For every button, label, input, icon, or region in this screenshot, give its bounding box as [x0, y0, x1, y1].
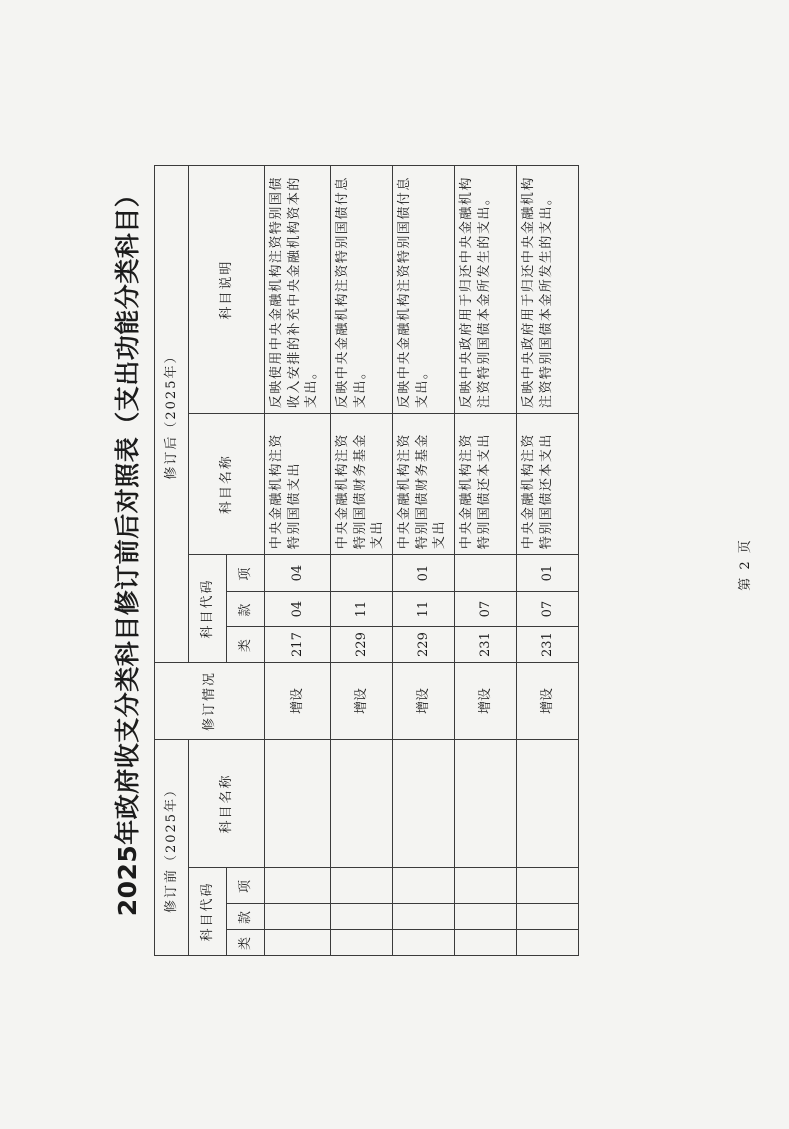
- before-lei: [455, 929, 517, 955]
- header-before-lei: 类: [227, 929, 265, 955]
- before-lei: [517, 929, 579, 955]
- code-kuan: 04: [265, 592, 331, 627]
- status-cell: 增设: [517, 662, 579, 739]
- table-row: [393, 166, 455, 956]
- before-name: [331, 739, 393, 867]
- page-title: 2025年政府收支分类科目修订前后对照表（支出功能分类科目）: [113, 181, 142, 917]
- table-row: [331, 166, 393, 956]
- header-before: 修订前（2025年）: [155, 739, 189, 955]
- before-kuan: [517, 903, 579, 929]
- comparison-table: [154, 165, 579, 956]
- subject-desc: 反映中央政府用于归还中央金融机构注资特别国债本金所发生的支出。: [517, 166, 579, 414]
- code-lei: 217: [265, 627, 331, 663]
- header-before-name: 科目名称: [189, 739, 265, 867]
- code-xiang: 01: [393, 555, 455, 592]
- before-xiang: [393, 867, 455, 903]
- table-row: [265, 166, 331, 956]
- before-kuan: [331, 903, 393, 929]
- code-kuan: 07: [455, 592, 517, 627]
- subject-desc: 反映中央金融机构注资特别国债付息支出。: [331, 166, 393, 414]
- before-name: [517, 739, 579, 867]
- code-xiang: [331, 555, 393, 592]
- before-name: [393, 739, 455, 867]
- code-lei: 231: [517, 627, 579, 663]
- header-after-xiang: 项: [227, 555, 265, 592]
- subject-name: 中央金融机构注资特别国债还本支出: [455, 414, 517, 555]
- code-lei: 229: [393, 627, 455, 663]
- subject-name: 中央金融机构注资特别国债财务基金支出: [331, 414, 393, 555]
- before-xiang: [455, 867, 517, 903]
- header-after: 修订后（2025年）: [155, 166, 189, 663]
- before-kuan: [455, 903, 517, 929]
- before-lei: [393, 929, 455, 955]
- subject-name: 中央金融机构注资特别国债财务基金支出: [393, 414, 455, 555]
- header-before-xiang: 项: [227, 867, 265, 903]
- header-after-code: 科目代码: [189, 555, 227, 663]
- code-kuan: 07: [517, 592, 579, 627]
- header-after-kuan: 款: [227, 592, 265, 627]
- before-xiang: [265, 867, 331, 903]
- subject-desc: 反映使用中央金融机构注资特别国债收入安排的补充中央金融机构资本的支出。: [265, 166, 331, 414]
- code-lei: 229: [331, 627, 393, 663]
- subject-desc: 反映中央金融机构注资特别国债付息支出。: [393, 166, 455, 414]
- status-cell: 增设: [455, 662, 517, 739]
- before-xiang: [517, 867, 579, 903]
- status-cell: 增设: [331, 662, 393, 739]
- before-xiang: [331, 867, 393, 903]
- header-after-name: 科目名称: [189, 414, 265, 555]
- table-row: [517, 166, 579, 956]
- table-row: [455, 166, 517, 956]
- header-after-lei: 类: [227, 627, 265, 663]
- before-name: [455, 739, 517, 867]
- code-kuan: 11: [393, 592, 455, 627]
- status-cell: 增设: [393, 662, 455, 739]
- before-name: [265, 739, 331, 867]
- before-lei: [331, 929, 393, 955]
- subject-name: 中央金融机构注资特别国债还本支出: [517, 414, 579, 555]
- header-before-code: 科目代码: [189, 867, 227, 955]
- code-lei: 231: [455, 627, 517, 663]
- code-xiang: 04: [265, 555, 331, 592]
- header-before-kuan: 款: [227, 903, 265, 929]
- status-cell: 增设: [265, 662, 331, 739]
- header-status: 修订情况: [155, 662, 265, 739]
- before-lei: [265, 929, 331, 955]
- subject-name: 中央金融机构注资特别国债支出: [265, 414, 331, 555]
- before-kuan: [393, 903, 455, 929]
- header-desc: 科目说明: [189, 166, 265, 414]
- code-kuan: 11: [331, 592, 393, 627]
- code-xiang: 01: [517, 555, 579, 592]
- page-number: 第 2 页: [738, 538, 753, 591]
- subject-desc: 反映中央政府用于归还中央金融机构注资特别国债本金所发生的支出。: [455, 166, 517, 414]
- before-kuan: [265, 903, 331, 929]
- code-xiang: [455, 555, 517, 592]
